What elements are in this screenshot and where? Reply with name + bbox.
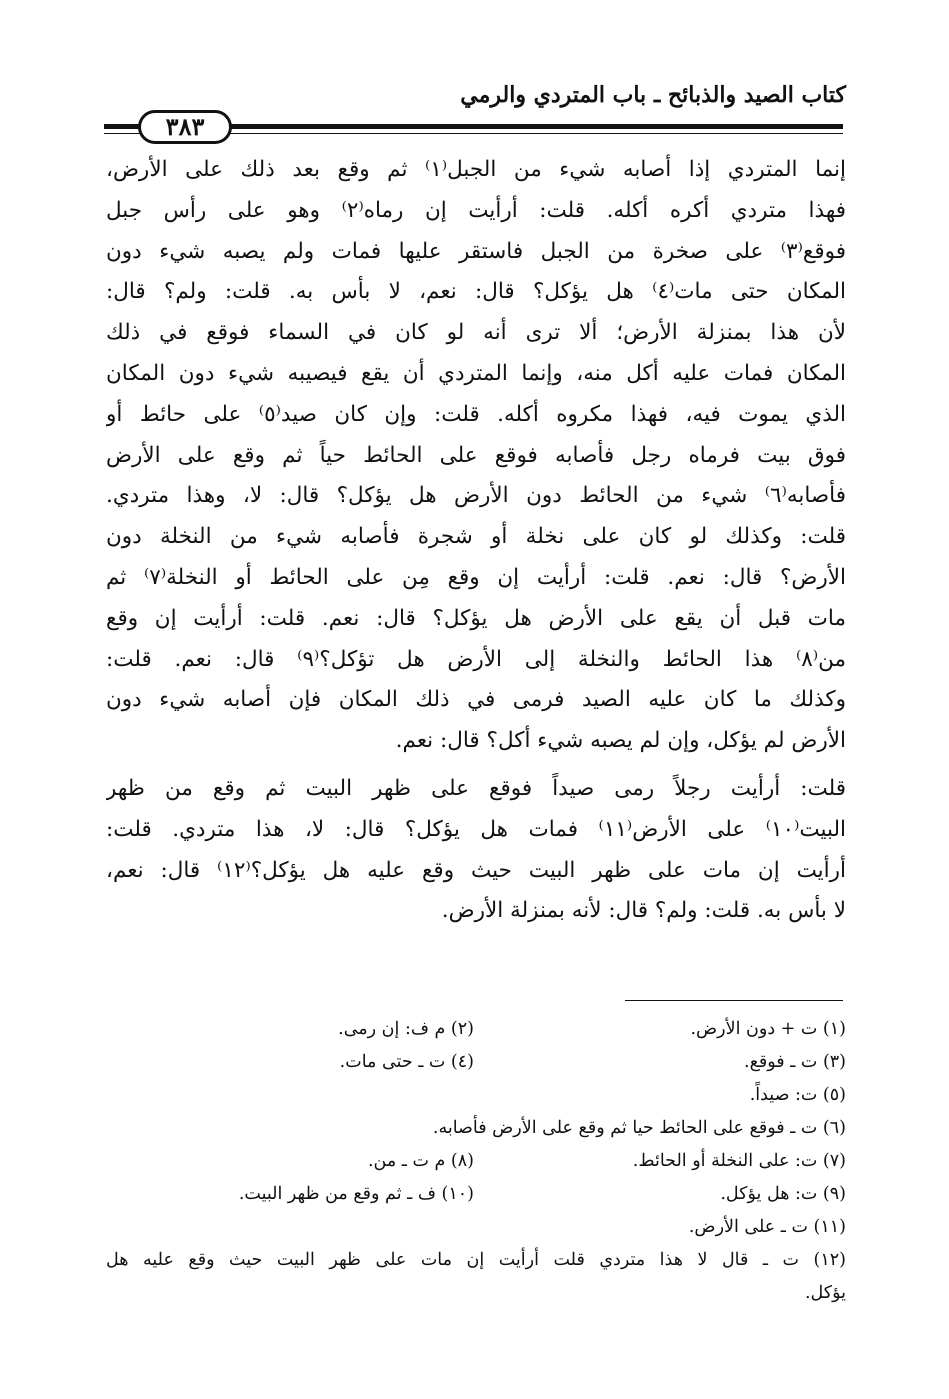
text-line: فوقع⁽٣⁾ على صخرة من الجبل فاستقر عليها فمات ولم يصبه شيء دون <box>106 238 846 264</box>
footnote-5: (٥) ت: صيداً. <box>749 1085 846 1105</box>
footnote-9: (٩) ت: هل يؤكل. <box>720 1184 846 1204</box>
text-line: أرأيت إن مات على ظهر البيت حيث وقع عليه هل يؤكل؟⁽١٢⁾ قال: نعم، <box>106 857 846 883</box>
footnote-12-continuation: يؤكل. <box>804 1283 846 1303</box>
text-line: فأصابه⁽٦⁾ شيء من الحائط دون الأرض هل يؤكل؟ قال: لا، وهذا متردي. <box>106 483 846 509</box>
paragraph-gap <box>106 762 846 769</box>
footnote-row <box>106 1178 846 1211</box>
text-line: المكان حتى مات⁽٤⁾ هل يؤكل؟ قال: نعم، لا بأس به. قلت: ولم؟ قال: <box>106 279 846 305</box>
text-line: لأن هذا بمنزلة الأرض؛ ألا ترى أنه لو كان في السماء فوقع في ذلك <box>106 320 846 346</box>
text-line: من⁽٨⁾ هذا الحائط والنخلة إلى الأرض هل تؤكل؟⁽٩⁾ قال: نعم. قلت: <box>106 646 846 672</box>
footnote-8: (٨) م ت ـ من. <box>367 1151 474 1171</box>
page-number: ٣٨٣ <box>165 112 205 141</box>
footnote-6: (٦) ت ـ فوقع على الحائط حيا ثم وقع على الأرض فأصابه. <box>432 1118 846 1138</box>
text-line: مات قبل أن يقع على الأرض هل يؤكل؟ قال: نعم. قلت: أرأيت إن وقع <box>106 605 846 631</box>
text-line: الأرض لم يؤكل، وإن لم يصبه شيء أكل؟ قال: نعم. <box>395 728 846 754</box>
footnote-row <box>106 1046 846 1079</box>
footnote-separator <box>625 1000 843 1001</box>
text-line: المكان فمات عليه أكل منه، وإنما المتردي أن يقع فيصيبه شيء دون المكان <box>106 360 846 386</box>
footnote-10: (١٠) ف ـ ثم وقع من ظهر البيت. <box>238 1184 474 1204</box>
text-line: وكذلك ما كان عليه الصيد فرمى في ذلك المكان فإن أصابه شيء دون <box>106 687 846 713</box>
footnote-12: (١٢) ت ـ قال لا هذا متردي قلت أرأيت إن مات على ظهر البيت حيث وقع عليه هل <box>106 1250 846 1270</box>
text-line: إنما المتردي إذا أصابه شيء من الجبل⁽١⁾ ثم وقع بعد ذلك على الأرض، <box>106 157 846 182</box>
footnote-row <box>106 1112 846 1145</box>
main-text <box>106 150 846 932</box>
text-line: فوق بيت فرماه رجل فأصابه فوقع على الحائط حياً ثم وقع على الأرض <box>106 442 846 468</box>
text-line: لا بأس به. قلت: ولم؟ قال: لأنه بمنزلة الأرض. <box>441 898 846 924</box>
text-line: الأرض؟ قال: نعم. قلت: أرأيت إن وقع مِن على الحائط أو النخلة⁽٧⁾ ثم <box>106 564 846 590</box>
page-number-badge <box>138 110 232 144</box>
text-line: البيت⁽١٠⁾ على الأرض⁽١١⁾ فمات هل يؤكل؟ قال: لا، هذا متردي. قلت: <box>106 816 846 842</box>
footnote-row <box>106 1277 846 1310</box>
running-title: كتاب الصيد والذبائح ـ باب المتردي والرمي <box>460 82 846 108</box>
text-line: فهذا متردي أكره أكله. قلت: أرأيت إن رماه⁽٢⁾ وهو على رأس جبل <box>106 197 846 223</box>
footnote-row <box>106 1013 846 1046</box>
footnote-row <box>106 1079 846 1112</box>
footnote-row <box>106 1145 846 1178</box>
footnote-1: (١) ت + دون الأرض. <box>690 1019 846 1039</box>
footnote-row <box>106 1211 846 1244</box>
footnote-7: (٧) ت: على النخلة أو الحائط. <box>632 1151 846 1171</box>
footnote-3: (٣) ت ـ فوقع. <box>744 1052 846 1072</box>
text-line: قلت: وكذلك لو كان على نخلة أو شجرة فأصابه شيء من النخلة دون <box>106 524 846 550</box>
footnote-4: (٤) ت ـ حتى مات. <box>339 1052 474 1072</box>
footnotes <box>106 1013 846 1310</box>
footnote-11: (١١) ت ـ على الأرض. <box>688 1217 846 1237</box>
footnote-2: (٢) م ف: إن رمى. <box>338 1019 474 1039</box>
text-line: الذي يموت فيه، فهذا مكروه أكله. قلت: وإن كان صيد⁽٥⁾ على حائط أو <box>106 401 846 427</box>
text-line: قلت: أرأيت رجلاً رمى صيداً فوقع على ظهر البيت ثم وقع من ظهر <box>106 775 846 801</box>
